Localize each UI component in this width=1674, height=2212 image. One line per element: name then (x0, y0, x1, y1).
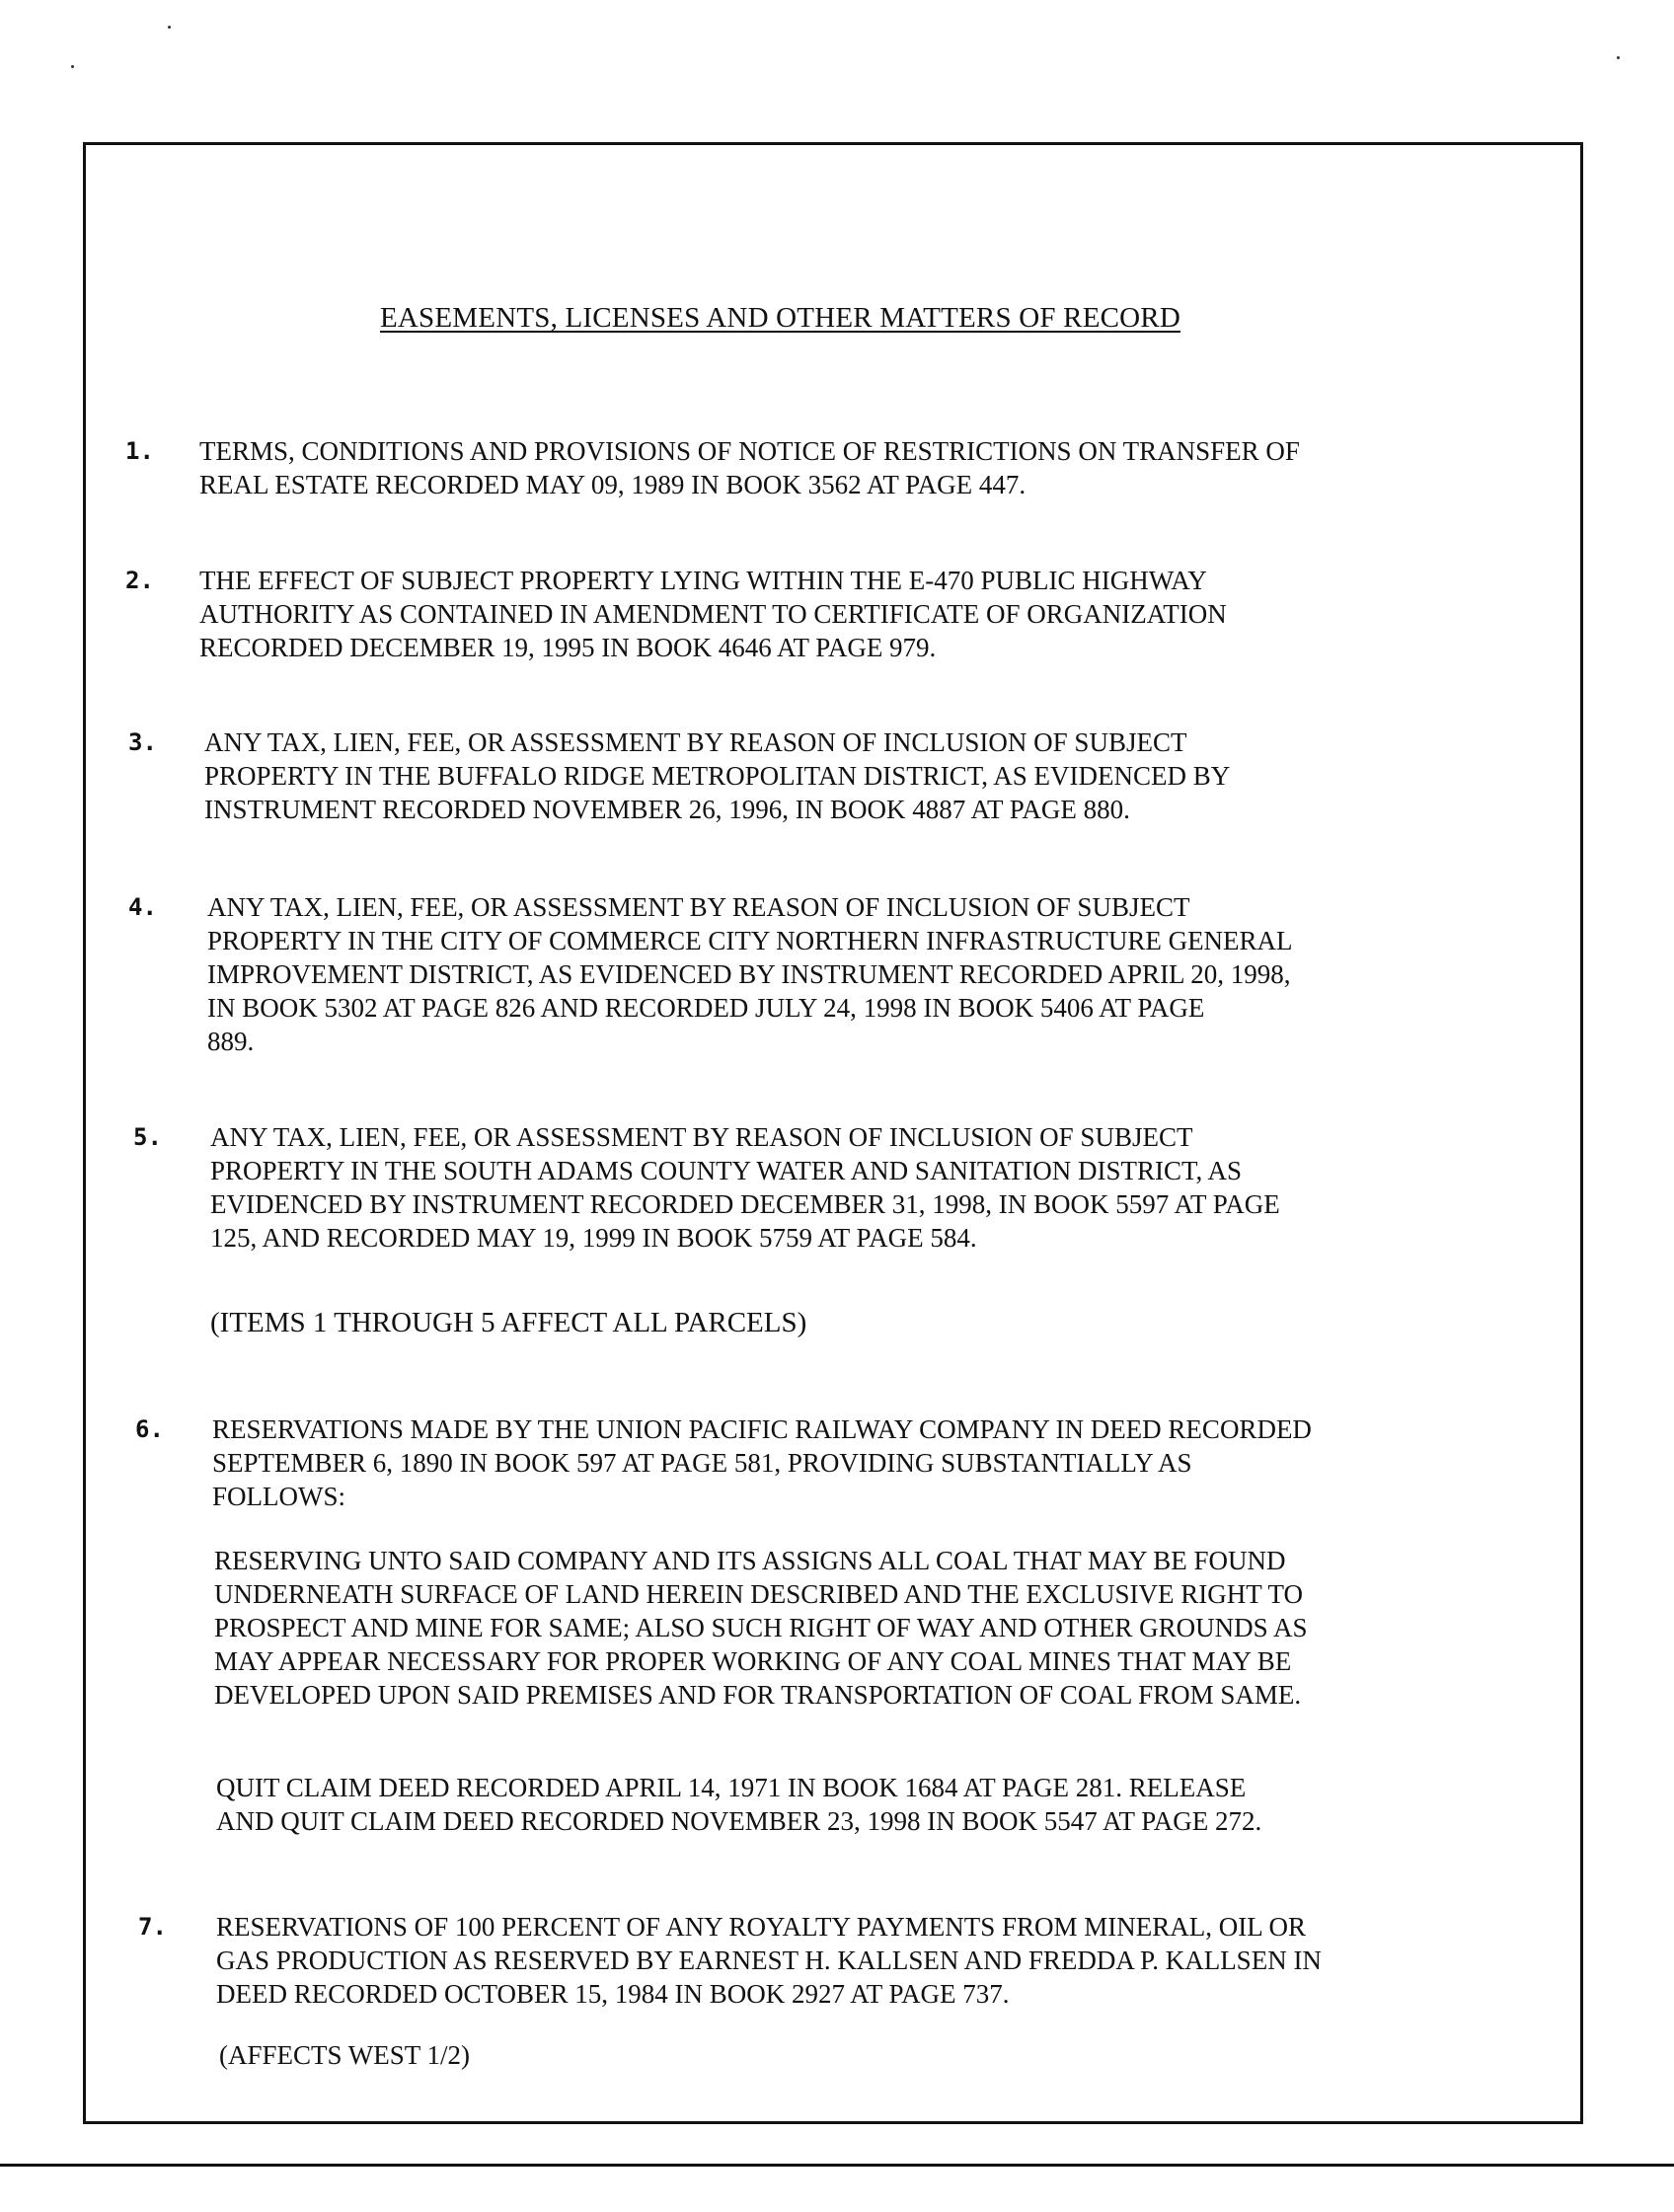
item-number: 3. (128, 728, 157, 756)
bottom-rule (0, 2164, 1674, 2167)
item-number: 4. (128, 893, 157, 921)
item-text: RESERVATIONS MADE BY THE UNION PACIFIC RAILWAY COMPANY IN DEED RECORDED SEPTEMBER 6, 1890 IN BOOK 597 AT PAGE 581, PROVIDING SUBSTANTIALLY AS FOLLOWS: (212, 1414, 1312, 1511)
list-item (125, 434, 1547, 513)
affects-west-note: (AFFECTS WEST 1/2) (219, 2040, 471, 2070)
item-text: TERMS, CONDITIONS AND PROVISIONS OF NOTICE OF RESTRICTIONS ON TRANSFER OF REAL ESTATE RECORDED MAY 09, 1989 IN BOOK 3562 AT PAGE 447. (199, 436, 1300, 499)
document-title: EASEMENTS, LICENSES AND OTHER MATTERS OF RECORD (380, 302, 1180, 334)
item-text: ANY TAX, LIEN, FEE, OR ASSESSMENT BY REASON OF INCLUSION OF SUBJECT PROPERTY IN THE BUFFALO RIDGE METROPOLITAN DISTRICT, AS EVIDENCED BY INSTRUMENT RECORDED NOVEMBER 26, 1996, IN BOOK 4887 AT PAGE 880. (204, 727, 1231, 824)
item-number: 2. (125, 567, 154, 594)
list-item (128, 725, 1550, 834)
item-number: 1. (125, 437, 154, 465)
item-text: ANY TAX, LIEN, FEE, OR ASSESSMENT BY REASON OF INCLUSION OF SUBJECT PROPERTY IN THE CITY OF COMMERCE CITY NORTHERN INFRASTRUCTURE GENERAL IMPROVEMENT DISTRICT, AS EVIDENCED BY INSTRUMENT RECORDED APRIL 20, 1998, IN BOOK 5302 AT PAGE 826 AND RECORDED JULY 24, 1998 IN BOOK 5406 AT PAGE 889. (207, 892, 1293, 1056)
list-item (128, 890, 1550, 1063)
item-text: RESERVATIONS OF 100 PERCENT OF ANY ROYALTY PAYMENTS FROM MINERAL, OIL OR GAS PRODUCTION AS RESERVED BY EARNEST H. KALLSEN AND FREDDA P. KALLSEN IN DEED RECORDED OCTOBER 15, 1984 IN BOOK 2927 AT PAGE 737. (216, 1912, 1322, 2009)
items-affect-note: (ITEMS 1 THROUGH 5 AFFECT ALL PARCELS) (210, 1307, 807, 1338)
reservation-paragraph: RESERVING UNTO SAID COMPANY AND ITS ASSIGNS ALL COAL THAT MAY BE FOUND UNDERNEATH SURFACE OF LAND HEREIN DESCRIBED AND THE EXCLUSIVE RIGHT TO PROSPECT AND MINE FOR SAME; ALSO SUCH RIGHT OF WAY AND OTHER GROUNDS AS MAY APPEAR NECESSARY FOR PROPER WORKING OF ANY COAL MINES THAT MAY BE DEVELOPED UPON SAID PREMISES AND FOR TRANSPORTATION OF COAL FROM SAME. (214, 1546, 1308, 1710)
scan-speck (168, 26, 171, 29)
list-item (133, 1120, 1555, 1259)
scan-speck (71, 65, 74, 68)
item-text: THE EFFECT OF SUBJECT PROPERTY LYING WITHIN THE E-470 PUBLIC HIGHWAY AUTHORITY AS CONTAINED IN AMENDMENT TO CERTIFICATE OF ORGANIZATION RECORDED DECEMBER 19, 1995 IN BOOK 4646 AT PAGE 979. (199, 566, 1227, 662)
item-number: 6. (135, 1415, 164, 1443)
item-text: ANY TAX, LIEN, FEE, OR ASSESSMENT BY REASON OF INCLUSION OF SUBJECT PROPERTY IN THE SOUTH ADAMS COUNTY WATER AND SANITATION DISTRICT, AS EVIDENCED BY INSTRUMENT RECORDED DECEMBER 31, 1998, IN BOOK 5597 AT PAGE 125, AND RECORDED MAY 19, 1999 IN BOOK 5759 AT PAGE 584. (210, 1122, 1280, 1253)
item-number: 7. (138, 1913, 167, 1941)
list-item (125, 564, 1547, 672)
item-number: 5. (133, 1123, 162, 1151)
list-item (138, 1910, 1560, 2019)
list-item (135, 1412, 1557, 1521)
quitclaim-paragraph: QUIT CLAIM DEED RECORDED APRIL 14, 1971 IN BOOK 1684 AT PAGE 281. RELEASE AND QUIT CLAIM DEED RECORDED NOVEMBER 23, 1998 IN BOOK 5547 AT PAGE 272. (216, 1773, 1262, 1836)
scan-speck (1617, 56, 1620, 59)
